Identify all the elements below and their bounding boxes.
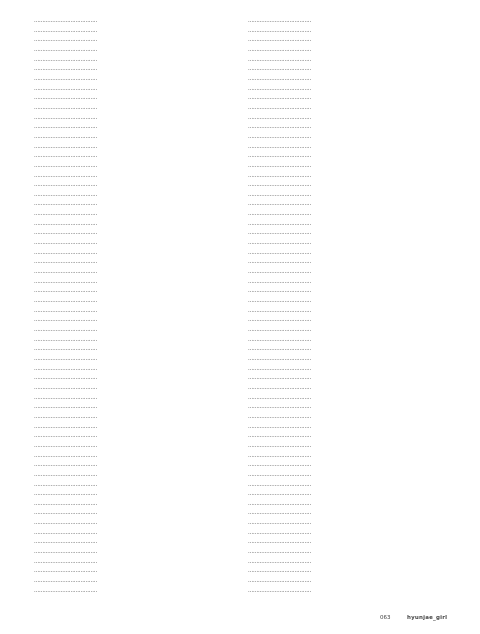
left-column-line: ······································	[34, 192, 98, 199]
left-column-line: ······································	[34, 96, 98, 103]
right-column-line: ······································	[248, 559, 312, 566]
right-column-line: ······································	[248, 550, 312, 557]
left-column-line: ······································	[34, 86, 98, 93]
left-column-line: ······································	[34, 414, 98, 421]
right-column-line: ······································	[248, 328, 312, 334]
right-column-line: ······································	[248, 453, 312, 460]
left-column-line: ······································	[34, 144, 98, 151]
left-column-line: ······································	[34, 308, 98, 315]
right-column-line: ······································	[248, 154, 312, 161]
footer-handle: hyunjae_girl	[407, 615, 448, 621]
right-column-line: ······································	[248, 299, 312, 306]
left-column-line: ······································	[34, 405, 98, 412]
right-column-line: ······································	[248, 521, 312, 528]
right-column-line: ······································	[248, 501, 312, 508]
right-column-line: ······································	[248, 385, 312, 392]
right-column-line: ······································	[248, 308, 312, 315]
right-column-line: ······································	[248, 28, 312, 35]
right-column-line: ······································	[248, 260, 312, 267]
left-column-line: ······································	[34, 183, 98, 190]
right-column-line: ······································	[248, 356, 312, 363]
right-column-line: ······································	[248, 38, 312, 45]
left-column-line: ······································	[34, 154, 98, 161]
right-column-line: ······································	[248, 424, 312, 431]
right-column-line: ······································	[248, 279, 312, 286]
right-column-line: ······································	[248, 250, 312, 257]
right-column-line: ······································	[248, 472, 312, 479]
right-column-line: ······································	[248, 19, 312, 25]
left-column-line: ······································	[34, 559, 98, 566]
left-column-line: ······································	[34, 550, 98, 557]
left-column-line: ······································	[34, 443, 98, 450]
left-text-column	[34, 18, 232, 603]
left-column-line: ······································	[34, 241, 98, 248]
right-column-line: ······································	[248, 405, 312, 412]
right-column-line: ······································	[248, 482, 312, 489]
right-column-line: ······································	[248, 463, 312, 470]
left-column-line: ······································	[34, 347, 98, 354]
left-column-line: ······································	[34, 376, 98, 383]
left-column-line: ······································	[34, 434, 98, 441]
right-column-line: ······································	[248, 221, 312, 228]
left-column-line: ······································	[34, 57, 98, 64]
left-column-line: ······································	[34, 289, 98, 296]
right-column-line: ······································	[248, 105, 312, 112]
left-column-line: ······································	[34, 569, 98, 576]
right-column-line: ······································	[248, 540, 312, 547]
left-column-line: ······································	[34, 19, 98, 25]
right-column-line: ······································	[248, 337, 312, 344]
left-column-line: ······································	[34, 492, 98, 499]
right-text-column	[248, 18, 446, 603]
right-column-line: ······································	[248, 183, 312, 190]
left-column-line: ······································	[34, 105, 98, 112]
right-column-line: ······································	[248, 347, 312, 354]
right-column-line: ······································	[248, 511, 312, 518]
right-column-line: ······································	[248, 67, 312, 74]
left-column-line: ······································	[34, 356, 98, 363]
left-column-line: ······································	[34, 250, 98, 257]
right-column-line: ······································	[248, 270, 312, 277]
right-column-line: ······································	[248, 492, 312, 499]
right-column-line: ······································	[248, 86, 312, 93]
left-column-line: ······································	[34, 579, 98, 586]
right-column-line: ······································	[248, 289, 312, 296]
right-column-line: ······································	[248, 202, 312, 209]
left-column-line: ······································	[34, 472, 98, 479]
left-column-line: ······································	[34, 173, 98, 180]
right-column-line: ······································	[248, 192, 312, 199]
left-column-line: ······································	[34, 540, 98, 547]
right-column-line: ······································	[248, 47, 312, 54]
left-column-line: ······································	[34, 212, 98, 219]
left-column-line: ······································	[34, 463, 98, 470]
left-column-line: ······································	[34, 328, 98, 334]
left-column-line: ······································	[34, 163, 98, 170]
left-column-line: ······································	[34, 260, 98, 267]
left-column-line: ······································	[34, 125, 98, 132]
left-column-line: ······································	[34, 530, 98, 537]
right-column-line: ······································	[248, 57, 312, 64]
right-column-line: ······································	[248, 395, 312, 402]
left-column-line: ······································	[34, 395, 98, 402]
left-column-line: ······································	[34, 221, 98, 228]
page-footer	[0, 612, 480, 628]
right-column-line: ······································	[248, 366, 312, 373]
page-number: 063	[380, 615, 391, 621]
left-column-line: ······································	[34, 231, 98, 238]
left-column-line: ······································	[34, 588, 98, 595]
right-column-line: ······································	[248, 115, 312, 122]
right-column-line: ······································	[248, 241, 312, 248]
left-column-line: ······································	[34, 38, 98, 45]
left-column-line: ······································	[34, 511, 98, 518]
left-column-line: ······································	[34, 134, 98, 141]
left-column-line: ······································	[34, 47, 98, 54]
right-column-line: ······································	[248, 376, 312, 383]
left-column-line: ······································	[34, 453, 98, 460]
right-column-line: ······································	[248, 588, 312, 595]
left-column-line: ······································	[34, 270, 98, 277]
right-column-line: ······································	[248, 163, 312, 170]
left-column-line: ······································	[34, 501, 98, 508]
right-column-line: ······································	[248, 231, 312, 238]
left-column-line: ······································	[34, 67, 98, 74]
right-column-line: ······································	[248, 434, 312, 441]
right-column-line: ······································	[248, 443, 312, 450]
right-column-line: ······································	[248, 76, 312, 83]
right-column-line: ······································	[248, 144, 312, 151]
left-column-line: ······································	[34, 424, 98, 431]
left-column-line: ······································	[34, 366, 98, 373]
left-column-line: ······································	[34, 76, 98, 83]
right-column-line: ······································	[248, 414, 312, 421]
right-column-line: ······································	[248, 530, 312, 537]
right-column-line: ······································	[248, 96, 312, 103]
right-column-line: ······································	[248, 125, 312, 132]
right-column-line: ······································	[248, 569, 312, 576]
right-column-line: ······································	[248, 212, 312, 219]
right-column-line: ······································	[248, 134, 312, 141]
right-column-line: ······································	[248, 579, 312, 586]
left-column-line: ······································	[34, 279, 98, 286]
left-column-line: ······································	[34, 385, 98, 392]
left-column-line: ······································	[34, 482, 98, 489]
left-column-line: ······································	[34, 115, 98, 122]
right-column-line: ······································	[248, 173, 312, 180]
right-column-line: ······································	[248, 318, 312, 325]
left-column-line: ······································	[34, 318, 98, 325]
left-column-line: ······································	[34, 299, 98, 306]
left-column-line: ······································	[34, 202, 98, 209]
left-column-line: ······································	[34, 337, 98, 344]
left-column-line: ······································	[34, 28, 98, 35]
left-column-line: ······································	[34, 521, 98, 528]
